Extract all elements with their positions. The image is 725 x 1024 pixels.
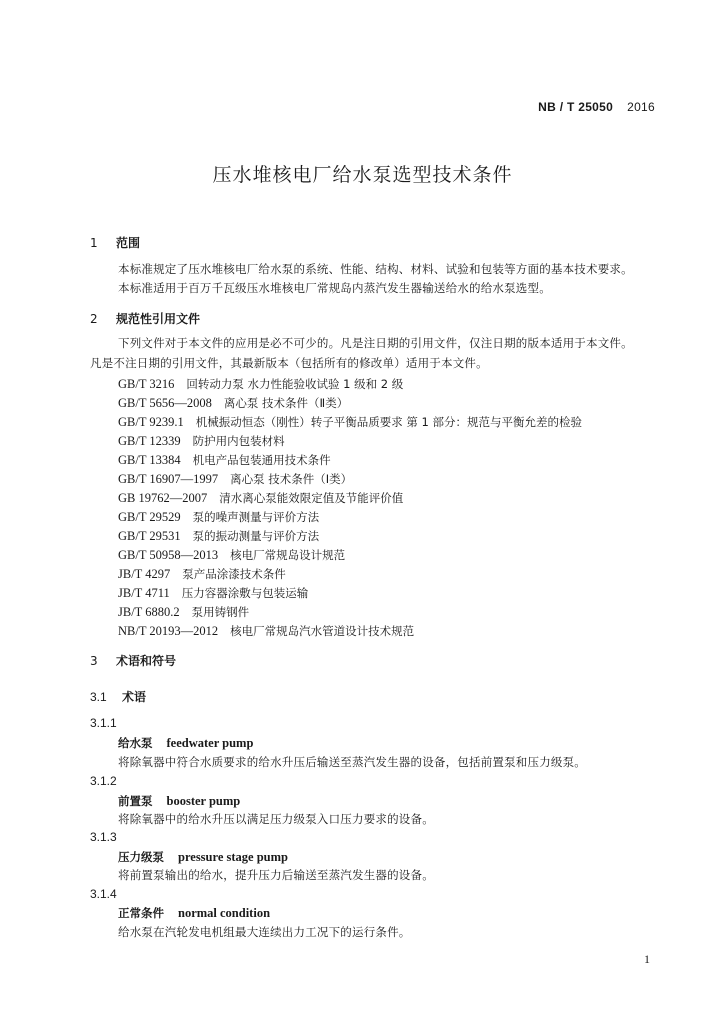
reference-title: 核电厂常规岛汽水管道设计技术规范	[230, 624, 415, 638]
page-number: 1	[644, 952, 650, 966]
reference-item	[118, 623, 414, 639]
reference-code: GB/T 12339	[118, 434, 181, 448]
reference-title: 离心泵 技术条件（Ⅱ类）	[223, 396, 349, 410]
term-chinese: 正常条件	[118, 906, 164, 920]
reference-code: GB/T 29531	[118, 529, 181, 543]
reference-item	[118, 547, 345, 563]
standard-year: 2016	[627, 100, 655, 114]
section-3-heading	[90, 652, 176, 669]
references-intro-line-1: 下列文件对于本文件的应用是必不可少的。凡是注日期的引用文件，仅注日期的版本适用于本文件。	[118, 336, 633, 350]
term-heading	[118, 793, 240, 809]
reference-item	[118, 471, 352, 487]
reference-code: GB/T 16907—1997	[118, 472, 219, 486]
term-english: booster pump	[166, 794, 241, 808]
reference-title: 防护用内包装材料	[192, 434, 285, 448]
scope-paragraph-1: 本标准规定了压水堆核电厂给水泵的系统、性能、结构、材料、试验和包装等方面的基本技术要求。	[118, 262, 633, 276]
reference-title: 泵用铸钢件	[191, 605, 250, 619]
term-english: pressure stage pump	[178, 850, 288, 864]
references-intro-line-2: 凡是不注日期的引用文件，其最新版本（包括所有的修改单）适用于本文件。	[90, 356, 488, 370]
reference-code: GB/T 5656—2008	[118, 396, 212, 410]
term-chinese: 压力级泵	[118, 850, 164, 864]
document-title: 压水堆核电厂给水泵选型技术条件	[212, 164, 513, 186]
reference-item	[118, 585, 308, 601]
subsection-3-1-heading	[90, 688, 146, 705]
subsection-number: 3.1	[90, 690, 107, 704]
term-number: 3.1.1	[90, 716, 117, 730]
reference-item	[118, 490, 403, 506]
term-english: feedwater pump	[166, 736, 254, 750]
reference-item	[118, 395, 348, 411]
reference-title: 压力容器涂敷与包装运输	[181, 586, 309, 600]
reference-code: NB/T 20193—2012	[118, 624, 219, 638]
term-number: 3.1.3	[90, 830, 117, 844]
section-title: 规范性引用文件	[116, 312, 201, 326]
reference-item	[118, 509, 319, 525]
reference-code: JB/T 4711	[118, 586, 170, 600]
reference-title: 清水离心泵能效限定值及节能评价值	[219, 491, 404, 505]
term-english: normal condition	[178, 906, 271, 920]
section-title: 范围	[116, 236, 141, 250]
section-number: 1	[90, 236, 98, 250]
reference-title: 回转动力泵 水力性能验收试验 1 级和 2 级	[186, 377, 404, 391]
reference-code: GB/T 13384	[118, 453, 181, 467]
reference-code: GB/T 9239.1	[118, 415, 184, 429]
reference-code: GB/T 50958—2013	[118, 548, 219, 562]
reference-item	[118, 376, 403, 392]
subsection-title: 术语	[122, 690, 147, 704]
term-number: 3.1.2	[90, 774, 117, 788]
reference-code: GB 19762—2007	[118, 491, 208, 505]
section-number: 3	[90, 654, 98, 668]
standard-code: NB / T 25050	[538, 100, 614, 114]
scope-paragraph-2: 本标准适用于百万千瓦级压水堆核电厂常规岛内蒸汽发生器输送给水的给水泵选型。	[118, 281, 551, 295]
reference-title: 泵的噪声测量与评价方法	[192, 510, 320, 524]
reference-code: JB/T 4297	[118, 567, 171, 581]
reference-title: 泵产品涂漆技术条件	[182, 567, 286, 581]
reference-title: 机械振动恒态（刚性）转子平衡品质要求 第 1 部分：规范与平衡允差的检验	[195, 415, 583, 429]
term-definition: 将前置泵输出的给水，提升压力后输送至蒸汽发生器的设备。	[118, 868, 434, 882]
term-heading	[118, 735, 253, 751]
reference-title: 核电厂常规岛设计规范	[230, 548, 346, 562]
term-chinese: 前置泵	[118, 794, 153, 808]
term-definition: 将除氧器中符合水质要求的给水升压后输送至蒸汽发生器的设备，包括前置泵和压力级泵。	[118, 755, 586, 769]
reference-item	[118, 433, 285, 449]
term-number: 3.1.4	[90, 887, 117, 901]
section-1-heading	[90, 234, 140, 251]
standard-number	[538, 100, 655, 114]
section-2-heading	[90, 310, 200, 327]
term-heading	[118, 905, 270, 921]
term-chinese: 给水泵	[118, 736, 153, 750]
section-number: 2	[90, 312, 98, 326]
reference-item	[118, 566, 286, 582]
reference-item	[118, 414, 582, 430]
reference-title: 机电产品包装通用技术条件	[192, 453, 331, 467]
reference-item	[118, 528, 319, 544]
reference-code: GB/T 3216	[118, 377, 175, 391]
reference-code: JB/T 6880.2	[118, 605, 180, 619]
section-title: 术语和符号	[116, 654, 177, 668]
term-heading	[118, 849, 288, 865]
reference-item	[118, 452, 331, 468]
term-definition: 给水泵在汽轮发电机组最大连续出力工况下的运行条件。	[118, 925, 411, 939]
reference-code: GB/T 29529	[118, 510, 181, 524]
reference-title: 离心泵 技术条件（Ⅰ类）	[230, 472, 353, 486]
reference-title: 泵的振动测量与评价方法	[192, 529, 320, 543]
reference-item	[118, 604, 249, 620]
term-definition: 将除氧器中的给水升压以满足压力级泵入口压力要求的设备。	[118, 812, 434, 826]
